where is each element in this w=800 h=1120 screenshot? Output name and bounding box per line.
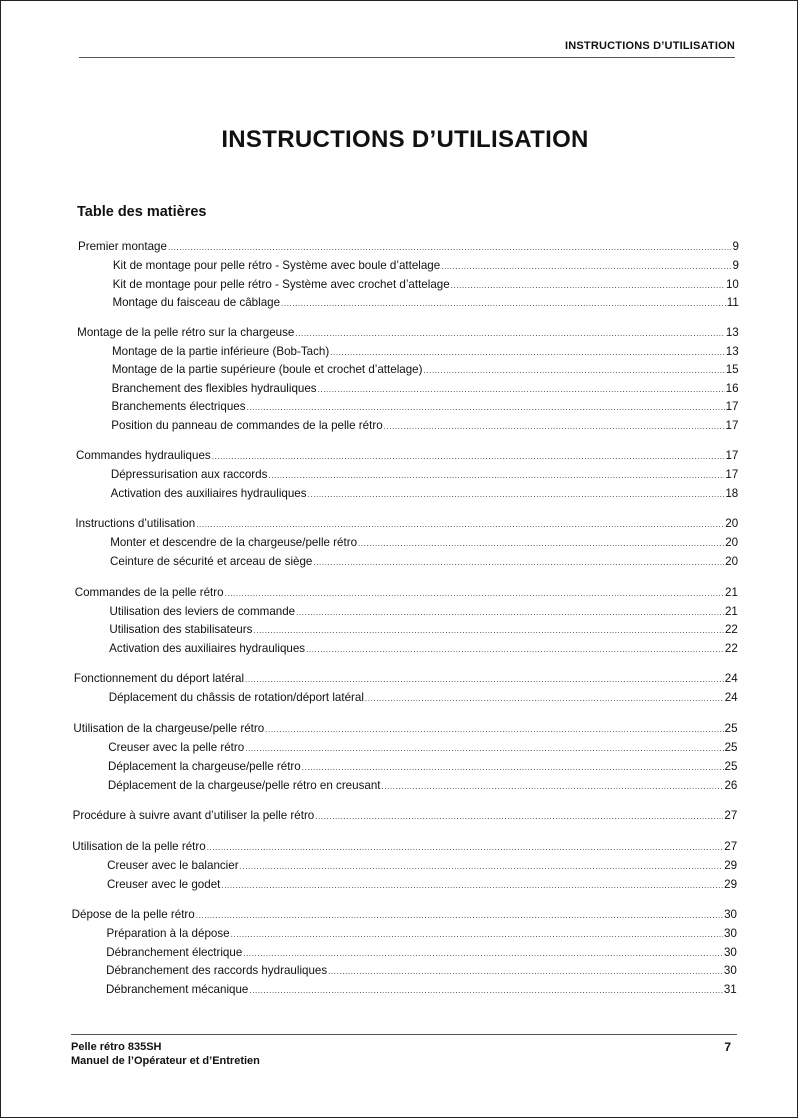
toc-section-entry [75, 517, 738, 532]
toc-subsection-entry [109, 642, 738, 657]
toc-entry-page: 15 [725, 363, 739, 376]
toc-entry-page: 13 [725, 345, 739, 358]
toc-dot-leader [295, 327, 724, 341]
toc-entry-label: Commandes de la pelle rétro [74, 586, 224, 599]
toc-dot-leader [196, 518, 724, 532]
toc-subsection-entry [109, 691, 738, 706]
toc-subsection-entry [109, 623, 737, 638]
toc-dot-leader [265, 723, 723, 737]
toc-entry-page: 20 [725, 536, 739, 549]
toc-entry-page: 17 [725, 449, 739, 462]
toc-dot-leader [253, 624, 724, 638]
toc-subsection-entry [112, 345, 739, 360]
toc-entry-page: 11 [726, 296, 739, 309]
toc-entry-label: Activation des auxiliaires hydrauliques [110, 487, 307, 500]
toc-subsection-entry [113, 278, 739, 293]
toc-entry-label: Utilisation des leviers de commande [109, 605, 296, 618]
toc-dot-leader [240, 860, 724, 874]
toc-entry-label: Montage de la partie supérieure (boule et crochet d’attelage) [111, 363, 423, 376]
toc-subsection-entry [108, 741, 737, 756]
toc-entry-page: 20 [725, 555, 739, 568]
toc-dot-leader [296, 606, 724, 620]
toc-entry-page: 13 [725, 326, 739, 339]
toc-entry-label: Montage du faisceau de câblage [112, 296, 281, 309]
toc-section-entry [74, 672, 738, 687]
toc-entry-label: Creuser avec le balancier [107, 859, 239, 872]
toc-entry-page: 17 [725, 468, 739, 481]
toc-entry-label: Creuser avec le godet [106, 878, 221, 891]
toc-entry-label: Instructions d’utilisation [75, 517, 196, 530]
toc-entry-page: 26 [724, 779, 738, 792]
toc-entry-page: 9 [732, 240, 739, 253]
toc-section-entry [73, 722, 737, 737]
toc-entry-page: 21 [724, 605, 738, 618]
toc-dot-leader [423, 364, 724, 378]
toc-dot-leader [231, 928, 723, 942]
toc-entry-label: Branchements électriques [111, 400, 246, 413]
toc-subsection-entry [108, 779, 738, 794]
toc-entry-page: 22 [724, 642, 738, 655]
toc-dot-leader [315, 810, 723, 824]
footer-product-name: Pelle rétro 835SH [71, 1041, 162, 1053]
toc-dot-leader [212, 450, 725, 464]
toc-entry-label: Utilisation des stabilisateurs [109, 623, 253, 636]
toc-entry-page: 29 [724, 878, 738, 891]
toc-entry-page: 24 [724, 672, 738, 685]
toc-entry-label: Kit de montage pour pelle rétro - Système avec crochet d’attelage [112, 278, 450, 291]
toc-entry-label: Montage de la pelle rétro sur la chargeuse [77, 326, 295, 339]
toc-entry-label: Préparation à la dépose [106, 927, 230, 940]
page-title: INSTRUCTIONS D’UTILISATION [221, 126, 589, 153]
toc-dot-leader [382, 780, 724, 794]
toc-dot-leader [221, 879, 723, 893]
toc-subsection-entry [111, 419, 738, 434]
toc-dot-leader [249, 984, 722, 998]
toc-entry-label: Commandes hydrauliques [76, 449, 211, 462]
toc-entry-label: Déplacement la chargeuse/pelle rétro [108, 760, 301, 773]
toc-entry-label: Dépose de la pelle rétro [71, 908, 195, 921]
toc-entry-label: Kit de montage pour pelle rétro - Système avec boule d’attelage [112, 259, 441, 272]
toc-heading: Table des matières [77, 204, 207, 220]
toc-subsection-entry [113, 259, 739, 274]
toc-dot-leader [328, 965, 723, 979]
toc-entry-page: 18 [725, 487, 739, 500]
toc-entry-label: Déplacement du châssis de rotation/déport latéral [108, 691, 364, 704]
toc-subsection-entry [106, 983, 737, 998]
toc-entry-page: 29 [724, 859, 738, 872]
toc-dot-leader [306, 643, 724, 657]
toc-dot-leader [243, 947, 723, 961]
toc-entry-label: Premier montage [78, 240, 167, 253]
toc-entry-label: Branchement des flexibles hydrauliques [111, 382, 317, 395]
toc-subsection-entry [106, 927, 736, 942]
toc-entry-label: Débranchement mécanique [105, 983, 249, 996]
toc-dot-leader [196, 909, 723, 923]
toc-entry-page: 21 [725, 586, 738, 599]
toc-entry-page: 25 [724, 760, 738, 773]
toc-dot-leader [318, 383, 725, 397]
toc-entry-page: 24 [724, 691, 738, 704]
toc-dot-leader [225, 587, 724, 601]
running-header: INSTRUCTIONS D’UTILISATION [565, 40, 735, 52]
toc-entry-label: Position du panneau de commandes de la pelle rétro [111, 419, 383, 432]
toc-section-entry [77, 326, 739, 341]
footer-rule [71, 1034, 737, 1035]
toc-subsection-entry [110, 536, 738, 551]
toc-entry-label: Fonctionnement du déport latéral [73, 672, 245, 685]
toc-subsection-entry [111, 400, 738, 415]
toc-entry-label: Utilisation de la pelle rétro [72, 840, 206, 853]
toc-subsection-entry [112, 296, 738, 311]
toc-entry-label: Ceinture de sécurité et arceau de siège [110, 555, 313, 568]
toc-section-entry [75, 586, 738, 601]
toc-dot-leader [308, 488, 725, 502]
toc-entry-page: 30 [723, 946, 737, 959]
toc-section-entry [72, 908, 737, 923]
toc-entry-page: 30 [724, 927, 737, 940]
toc-entry-label: Montage de la partie inférieure (Bob-Tach) [112, 345, 330, 358]
toc-entry-page: 30 [724, 908, 737, 921]
toc-dot-leader [281, 297, 726, 311]
toc-entry-page: 27 [724, 840, 738, 853]
toc-subsection-entry [110, 605, 738, 620]
footer-manual-info [71, 1040, 260, 1068]
toc-subsection-entry [106, 946, 737, 961]
toc-entry-label: Utilisation de la chargeuse/pelle rétro [73, 722, 265, 735]
toc-entry-page: 20 [725, 517, 739, 530]
toc-dot-leader [245, 673, 724, 687]
toc-entry-label: Débranchement électrique [106, 946, 243, 959]
toc-dot-leader [247, 401, 725, 415]
toc-subsection-entry [112, 382, 739, 397]
toc-subsection-entry [108, 760, 737, 775]
toc-section-entry [72, 840, 737, 855]
toc-entry-page: 27 [724, 809, 738, 822]
toc-entry-label: Creuser avec la pelle rétro [108, 741, 245, 754]
table-of-contents [1, 1, 798, 1001]
toc-entry-page: 22 [724, 623, 738, 636]
toc-subsection-entry [111, 468, 738, 483]
toc-dot-leader [313, 556, 724, 570]
toc-entry-page: 10 [725, 278, 739, 291]
toc-entry-label: Déplacement de la chargeuse/pelle rétro en creusant [107, 779, 381, 792]
toc-dot-leader [168, 241, 732, 255]
toc-dot-leader [330, 346, 725, 360]
toc-subsection-entry [111, 487, 739, 502]
toc-dot-leader [451, 279, 725, 293]
toc-dot-leader [358, 537, 724, 551]
footer-manual-title: Manuel de l’Opérateur et d’Entretien [71, 1055, 260, 1067]
toc-entry-page: 17 [725, 419, 739, 432]
footer-page-number: 7 [724, 1040, 731, 1054]
toc-section-entry [76, 449, 738, 464]
toc-entry-label: Débranchement des raccords hydrauliques [106, 964, 328, 977]
toc-entry-page: 31 [723, 983, 737, 996]
toc-entry-label: Dépressurisation aux raccords [110, 468, 268, 481]
toc-dot-leader [441, 260, 731, 274]
toc-dot-leader [268, 469, 724, 483]
toc-subsection-entry [107, 878, 737, 893]
toc-entry-page: 30 [723, 964, 737, 977]
toc-subsection-entry [110, 555, 738, 570]
toc-subsection-entry [106, 964, 737, 979]
toc-dot-leader [384, 420, 725, 434]
toc-subsection-entry [112, 363, 739, 378]
toc-entry-page: 9 [732, 259, 739, 272]
toc-entry-page: 16 [725, 382, 739, 395]
toc-dot-leader [365, 692, 724, 706]
toc-section-entry [73, 809, 738, 824]
toc-dot-leader [302, 761, 724, 775]
toc-entry-page: 17 [725, 400, 739, 413]
toc-entry-label: Monter et descendre de la chargeuse/pelle rétro [110, 536, 358, 549]
toc-entry-page: 25 [724, 741, 738, 754]
toc-entry-label: Activation des auxiliaires hydrauliques [109, 642, 306, 655]
toc-dot-leader [207, 841, 724, 855]
toc-dot-leader [245, 742, 723, 756]
toc-entry-page: 25 [724, 722, 738, 735]
toc-section-entry [78, 240, 739, 255]
toc-subsection-entry [107, 859, 737, 874]
toc-entry-label: Procédure à suivre avant d’utiliser la pelle rétro [72, 809, 315, 822]
